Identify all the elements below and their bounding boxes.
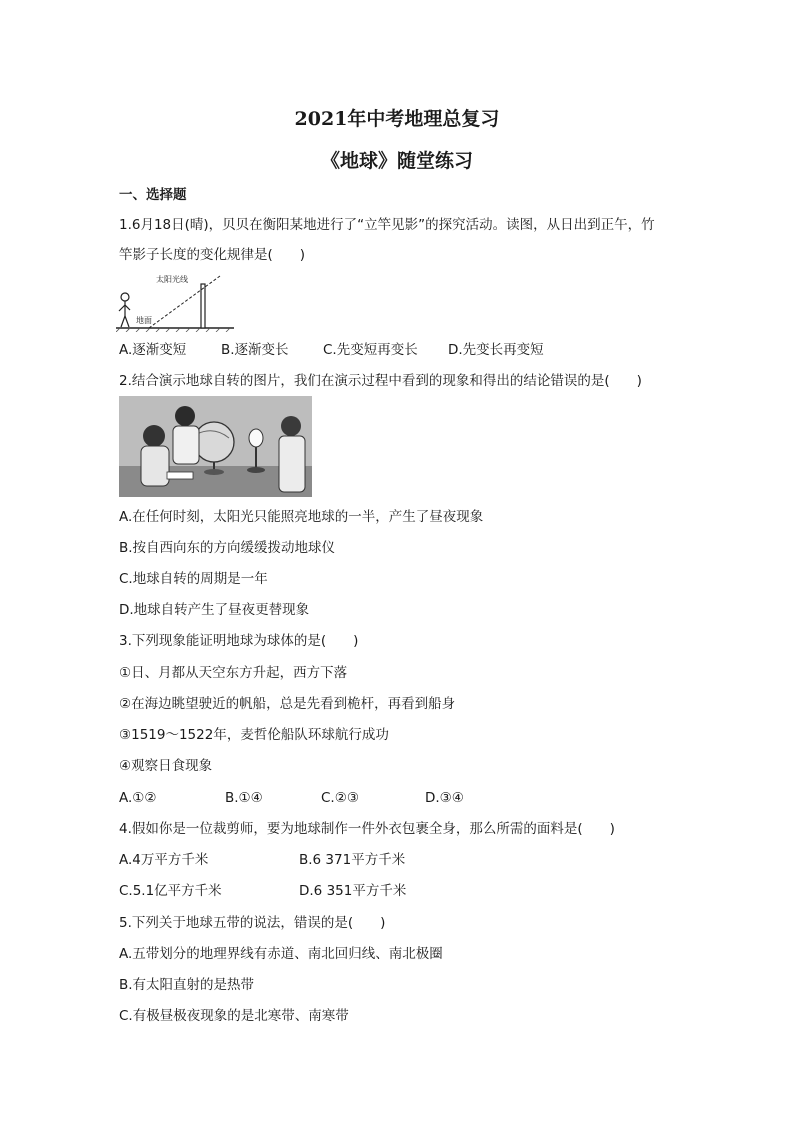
- child-left-figure: [141, 425, 169, 486]
- q4-options-row1: [119, 851, 405, 869]
- q2-option-a[interactable]: A.在任何时刻，太阳光只能照亮地球的一半，产生了昼夜现象: [119, 509, 484, 525]
- q5-option-c[interactable]: C.有极昼极夜现象的是北寒带、南寒带: [119, 1008, 349, 1024]
- person-figure: [119, 293, 130, 327]
- q5-stem: 5.下列关于地球五带的说法，错误的是( ): [119, 915, 386, 931]
- ground-label: 地面: [136, 316, 152, 325]
- shadow-experiment-figure: [116, 270, 236, 332]
- q3-option-d[interactable]: D.③④: [425, 790, 464, 806]
- q2-option-d[interactable]: D.地球自转产生了昼夜更替现象: [119, 602, 310, 618]
- q3-item-1: ①日、月都从天空东方升起，西方下落: [119, 665, 348, 681]
- q1-option-c[interactable]: C.先变短再变长: [323, 342, 418, 358]
- q3-option-b[interactable]: B.①④: [225, 790, 263, 806]
- q4-option-c[interactable]: C.5.1亿平方千米: [119, 883, 222, 899]
- q1-option-b[interactable]: B.逐渐变长: [221, 342, 289, 358]
- q3-item-3: ③1519～1522年，麦哲伦船队环球航行成功: [119, 727, 389, 743]
- q4-stem: 4.假如你是一位裁剪师，要为地球制作一件外衣包裹全身，那么所需的面料是( ): [119, 821, 615, 837]
- sun-ray-label: 太阳光线: [156, 275, 188, 284]
- book-icon: [167, 472, 193, 479]
- document-title: 2021年中考地理总复习: [294, 108, 500, 130]
- document-subtitle: 《地球》随堂练习: [320, 150, 473, 172]
- lamp-bulb-icon: [249, 429, 263, 447]
- q4-options-row2: [119, 882, 406, 900]
- q1-stem-line2: 竿影子长度的变化规律是( ): [119, 247, 306, 263]
- q3-item-4: ④观察日食现象: [119, 758, 213, 774]
- q3-option-c[interactable]: C.②③: [321, 790, 359, 806]
- q1-option-d[interactable]: D.先变长再变短: [448, 342, 544, 358]
- q4-option-d[interactable]: D.6 351平方千米: [299, 883, 407, 899]
- bamboo-pole: [201, 284, 205, 328]
- q5-option-b[interactable]: B.有太阳直射的是热带: [119, 977, 255, 993]
- rotation-demo-illustration: [119, 396, 312, 497]
- q2-option-b[interactable]: B.按自西向东的方向缓缓拨动地球仪: [119, 540, 336, 556]
- q2-option-c[interactable]: C.地球自转的周期是一年: [119, 571, 268, 587]
- q4-option-b[interactable]: B.6 371平方千米: [299, 852, 406, 868]
- q3-option-a[interactable]: A.①②: [119, 790, 157, 806]
- q3-item-2: ②在海边眺望驶近的帆船，总是先看到桅杆，再看到船身: [119, 696, 456, 712]
- q3-stem: 3.下列现象能证明地球为球体的是( ): [119, 633, 359, 649]
- q2-stem: 2.结合演示地球自转的图片，我们在演示过程中看到的现象和得出的结论错误的是( ): [119, 373, 642, 389]
- q4-option-a[interactable]: A.4万平方千米: [119, 852, 209, 868]
- globe-icon: [194, 422, 234, 462]
- q1-stem-line1: 1.6月18日(晴)，贝贝在衡阳某地进行了“立竿见影”的探究活动。读图，从日出到正午，竹: [119, 217, 655, 233]
- q3-options: [119, 789, 464, 807]
- section-heading: 一、选择题: [119, 187, 187, 203]
- q5-option-a[interactable]: A.五带划分的地理界线有赤道、南北回归线、南北极圈: [119, 946, 443, 962]
- q1-option-a[interactable]: A.逐渐变短: [119, 342, 187, 358]
- q1-options: [119, 341, 544, 359]
